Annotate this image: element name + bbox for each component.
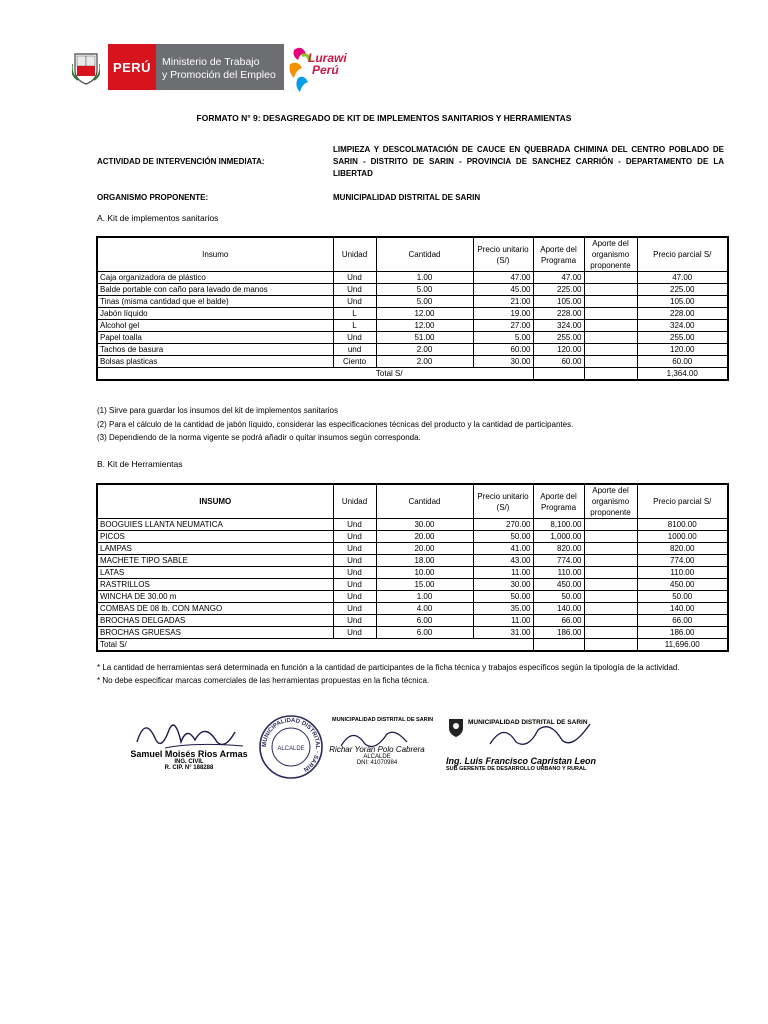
table-cell: Und bbox=[333, 543, 376, 555]
table-cell: 820.00 bbox=[533, 543, 584, 555]
table-cell: 324.00 bbox=[637, 320, 728, 332]
table-cell: 10.00 bbox=[376, 567, 473, 579]
col-unidad: Unidad bbox=[333, 484, 376, 519]
table-cell: 4.00 bbox=[376, 603, 473, 615]
ministry-line-2: y Promoción del Empleo bbox=[162, 69, 276, 81]
table-cell: 186.00 bbox=[533, 627, 584, 639]
table-cell bbox=[584, 368, 637, 381]
ministry-brand-box bbox=[156, 44, 284, 90]
table-cell: 12.00 bbox=[376, 308, 473, 320]
table-cell: RASTRILLOS bbox=[97, 579, 333, 591]
table-cell: 6.00 bbox=[376, 627, 473, 639]
table-cell: 45.00 bbox=[473, 284, 533, 296]
footnote-1: * La cantidad de herramientas será determinada en función a la cantidad de participantes de la ficha técnica y trabajos específicos según la tipología de la actividad. bbox=[97, 663, 680, 672]
signer-2-name: Richar Yoran Polo Cabrera bbox=[329, 745, 425, 754]
col-precio-unitario: Precio unitario (S/) bbox=[473, 237, 533, 272]
table-row bbox=[97, 615, 728, 627]
total-label: Total S/ bbox=[97, 368, 533, 381]
table-cell: 450.00 bbox=[533, 579, 584, 591]
table-cell: 18.00 bbox=[376, 555, 473, 567]
table-cell: Balde portable con caño para lavado de manos bbox=[97, 284, 333, 296]
svg-text:MUNICIPALIDAD DISTRITAL · SARI bbox=[262, 718, 320, 772]
table-cell: Bolsas plasticas bbox=[97, 356, 333, 368]
table-cell: LATAS bbox=[97, 567, 333, 579]
table-cell bbox=[533, 368, 584, 381]
table-row bbox=[97, 555, 728, 567]
table-row bbox=[97, 567, 728, 579]
table-cell bbox=[584, 531, 637, 543]
signer-3-header: MUNICIPALIDAD DISTRITAL DE SARIN bbox=[468, 719, 588, 726]
table-cell: 228.00 bbox=[637, 308, 728, 320]
table-cell: 50.00 bbox=[637, 591, 728, 603]
municipal-emblem-icon bbox=[446, 716, 466, 738]
table-cell: BROCHAS GRUESAS bbox=[97, 627, 333, 639]
table-cell: 30.00 bbox=[376, 519, 473, 531]
table-cell: 140.00 bbox=[637, 603, 728, 615]
table-cell bbox=[584, 567, 637, 579]
table-cell: Und bbox=[333, 272, 376, 284]
col-cantidad: Cantidad bbox=[376, 237, 473, 272]
table-cell bbox=[584, 344, 637, 356]
signer-2-header: MUNICIPALIDAD DISTRITAL DE SARIN bbox=[332, 717, 434, 723]
table-cell bbox=[533, 639, 584, 652]
table-cell: 8100.00 bbox=[637, 519, 728, 531]
table-cell: 8,100.00 bbox=[533, 519, 584, 531]
total-row bbox=[97, 639, 728, 652]
table-cell: 820.00 bbox=[637, 543, 728, 555]
sanitary-kit-table bbox=[96, 236, 729, 381]
table-cell: 228.00 bbox=[533, 308, 584, 320]
table-cell: und bbox=[333, 344, 376, 356]
table-row bbox=[97, 320, 728, 332]
table-cell bbox=[584, 603, 637, 615]
notes-a bbox=[97, 404, 573, 445]
table-cell: 105.00 bbox=[533, 296, 584, 308]
table-cell: 120.00 bbox=[637, 344, 728, 356]
table-cell: 450.00 bbox=[637, 579, 728, 591]
col-precio-parcial: Precio parcial S/ bbox=[637, 484, 728, 519]
seal-ring-text: MUNICIPALIDAD DISTRITAL · SARIN bbox=[261, 717, 321, 773]
signer-3-title: SUB GERENTE DE DESARROLLO URBANO Y RURAL bbox=[446, 766, 587, 772]
organism-label: ORGANISMO PROPONENTE: bbox=[97, 193, 209, 202]
table-cell: 2.00 bbox=[376, 344, 473, 356]
table-cell: 21.00 bbox=[473, 296, 533, 308]
table-cell bbox=[584, 591, 637, 603]
table-cell: Tinas (misma cantidad que el balde) bbox=[97, 296, 333, 308]
table-cell: 1000.00 bbox=[637, 531, 728, 543]
table-cell: 35.00 bbox=[473, 603, 533, 615]
signer-1-cip: R. CIP. N° 188288 bbox=[164, 765, 214, 771]
table-cell: PICOS bbox=[97, 531, 333, 543]
table-cell: Papel toalla bbox=[97, 332, 333, 344]
table-cell: 20.00 bbox=[376, 531, 473, 543]
total-row bbox=[97, 368, 728, 381]
table-cell: Und bbox=[333, 615, 376, 627]
col-unidad: Unidad bbox=[333, 237, 376, 272]
table-cell: BROCHAS DELGADAS bbox=[97, 615, 333, 627]
col-insumo: Insumo bbox=[97, 237, 333, 272]
col-cantidad: Cantidad bbox=[376, 484, 473, 519]
table-cell bbox=[584, 627, 637, 639]
table-cell bbox=[584, 615, 637, 627]
peru-brand-box: PERÚ bbox=[108, 44, 156, 90]
table-cell: 1,000.00 bbox=[533, 531, 584, 543]
table-cell: MACHETE TIPO SABLE bbox=[97, 555, 333, 567]
table-cell bbox=[584, 272, 637, 284]
table-cell: COMBAS DE 08 lb. CON MANGO bbox=[97, 603, 333, 615]
table-row bbox=[97, 531, 728, 543]
table-cell: 324.00 bbox=[533, 320, 584, 332]
table-cell: 19.00 bbox=[473, 308, 533, 320]
note-2: (2) Para el cálculo de la cantidad de jabón líquido, considerar las especificaciones técnicas del producto y la cantidad de participantes. bbox=[97, 419, 574, 429]
table-cell: Alcohol gel bbox=[97, 320, 333, 332]
table-cell: 51.00 bbox=[376, 332, 473, 344]
table-cell: 60.00 bbox=[637, 356, 728, 368]
table-cell: 30.00 bbox=[473, 356, 533, 368]
table-cell: 186.00 bbox=[637, 627, 728, 639]
table-cell: Und bbox=[333, 555, 376, 567]
table-cell: 225.00 bbox=[533, 284, 584, 296]
col-aporte-organismo: Aporte del organismo proponente bbox=[584, 484, 637, 519]
table-row bbox=[97, 356, 728, 368]
table-row bbox=[97, 296, 728, 308]
section-b-title: B. Kit de Herramientas bbox=[97, 459, 183, 469]
table-cell: 30.00 bbox=[473, 579, 533, 591]
table-cell: 11.00 bbox=[473, 567, 533, 579]
table-cell: 41.00 bbox=[473, 543, 533, 555]
table-cell: L bbox=[333, 308, 376, 320]
table-cell: Und bbox=[333, 627, 376, 639]
table-cell: 20.00 bbox=[376, 543, 473, 555]
table-cell: WINCHA DE 30.00 m bbox=[97, 591, 333, 603]
table-row bbox=[97, 272, 728, 284]
table-cell: BOOGUIES LLANTA NEUMATICA bbox=[97, 519, 333, 531]
total-value: 11,696.00 bbox=[637, 639, 728, 652]
table-cell: Ciento bbox=[333, 356, 376, 368]
signer-2-title: ALCALDE bbox=[363, 754, 391, 760]
table-cell: 774.00 bbox=[533, 555, 584, 567]
table-row bbox=[97, 591, 728, 603]
table-cell bbox=[584, 296, 637, 308]
table-cell bbox=[584, 320, 637, 332]
table-cell: Jabón líquido bbox=[97, 308, 333, 320]
col-aporte-programa: Aporte del Programa bbox=[533, 237, 584, 272]
table-row bbox=[97, 579, 728, 591]
table-cell: 110.00 bbox=[637, 567, 728, 579]
table-row bbox=[97, 284, 728, 296]
footnotes bbox=[97, 661, 725, 687]
table-cell bbox=[584, 356, 637, 368]
table-cell: 27.00 bbox=[473, 320, 533, 332]
program-line-2: Perú bbox=[312, 63, 339, 77]
seal-center-text: ALCALDE bbox=[277, 746, 305, 752]
table-cell: 47.00 bbox=[533, 272, 584, 284]
table-cell: 31.00 bbox=[473, 627, 533, 639]
table-cell bbox=[584, 555, 637, 567]
table-cell: Und bbox=[333, 332, 376, 344]
table-cell bbox=[584, 308, 637, 320]
table-cell: 1.00 bbox=[376, 591, 473, 603]
table-cell: Und bbox=[333, 579, 376, 591]
total-value: 1,364.00 bbox=[637, 368, 728, 381]
table-cell: Und bbox=[333, 591, 376, 603]
table-cell: 255.00 bbox=[637, 332, 728, 344]
col-precio-unitario: Precio unitario (S/) bbox=[473, 484, 533, 519]
table-cell: Tachos de basura bbox=[97, 344, 333, 356]
col-insumo: INSUMO bbox=[97, 484, 333, 519]
table-row bbox=[97, 308, 728, 320]
table-cell: 105.00 bbox=[637, 296, 728, 308]
table-cell bbox=[584, 639, 637, 652]
table-cell: 2.00 bbox=[376, 356, 473, 368]
table-cell: Und bbox=[333, 519, 376, 531]
table-cell bbox=[584, 332, 637, 344]
col-precio-parcial: Precio parcial S/ bbox=[637, 237, 728, 272]
table-cell: 6.00 bbox=[376, 615, 473, 627]
table-row bbox=[97, 543, 728, 555]
note-1: (1) Sirve para guardar los insumos del kit de implementos sanitarios bbox=[97, 406, 338, 415]
col-aporte-organismo: Aporte del organismo proponente bbox=[584, 237, 637, 272]
signer-2-dni: DNI: 41070984 bbox=[356, 760, 398, 766]
table-row bbox=[97, 627, 728, 639]
table-cell: 5.00 bbox=[376, 296, 473, 308]
table-cell: Und bbox=[333, 284, 376, 296]
signature-block-3 bbox=[446, 756, 606, 772]
table-cell: 43.00 bbox=[473, 555, 533, 567]
table-cell: L bbox=[333, 320, 376, 332]
organism-value: MUNICIPALIDAD DISTRITAL DE SARIN bbox=[333, 193, 481, 202]
activity-label: ACTIVIDAD DE INTERVENCIÓN INMEDIATA: bbox=[97, 157, 265, 166]
table-row bbox=[97, 332, 728, 344]
table-cell: Und bbox=[333, 296, 376, 308]
tools-kit-table bbox=[96, 483, 729, 652]
table-header-row bbox=[97, 237, 728, 272]
signature-block-2 bbox=[322, 745, 432, 766]
signature-scribble-3 bbox=[480, 716, 600, 756]
table-cell: 47.00 bbox=[473, 272, 533, 284]
table-cell bbox=[584, 579, 637, 591]
signature-block-1 bbox=[124, 749, 254, 771]
program-line-1: Lurawi bbox=[308, 51, 347, 65]
table-row bbox=[97, 519, 728, 531]
table-cell bbox=[584, 284, 637, 296]
total-label: Total S/ bbox=[97, 639, 533, 652]
table-cell: 774.00 bbox=[637, 555, 728, 567]
table-cell: 1.00 bbox=[376, 272, 473, 284]
table-cell: 60.00 bbox=[533, 356, 584, 368]
table-header-row bbox=[97, 484, 728, 519]
table-cell: 60.00 bbox=[473, 344, 533, 356]
table-cell: 255.00 bbox=[533, 332, 584, 344]
table-cell: LAMPAS bbox=[97, 543, 333, 555]
signer-1-title: ING. CIVIL bbox=[174, 759, 204, 765]
col-aporte-programa: Aporte del Programa bbox=[533, 484, 584, 519]
program-logo-text bbox=[308, 52, 347, 76]
table-cell: 50.00 bbox=[473, 591, 533, 603]
table-cell: Und bbox=[333, 603, 376, 615]
table-cell: 110.00 bbox=[533, 567, 584, 579]
table-cell: 66.00 bbox=[637, 615, 728, 627]
signer-1-name: Samuel Moisés Rios Armas bbox=[130, 749, 248, 759]
table-cell: 140.00 bbox=[533, 603, 584, 615]
municipal-seal-icon bbox=[258, 714, 324, 780]
footnote-2: * No debe especificar marcas comerciales de las herramientas propuestas en la ficha técnica. bbox=[97, 676, 430, 685]
section-a-title: A. Kit de implementos sanitarios bbox=[97, 213, 219, 223]
table-cell: 270.00 bbox=[473, 519, 533, 531]
signer-3-name: Ing. Luis Francisco Capristan Leon bbox=[446, 756, 597, 766]
table-cell bbox=[584, 519, 637, 531]
table-cell: 225.00 bbox=[637, 284, 728, 296]
table-cell: 5.00 bbox=[376, 284, 473, 296]
table-cell: 66.00 bbox=[533, 615, 584, 627]
ministry-line-1: Ministerio de Trabajo bbox=[162, 56, 260, 68]
document-title: FORMATO N° 9: DESAGREGADO DE KIT DE IMPLEMENTOS SANITARIOS Y HERRAMIENTAS bbox=[196, 113, 572, 123]
coat-of-arms-icon bbox=[72, 50, 100, 86]
table-cell: 50.00 bbox=[473, 531, 533, 543]
table-cell: 120.00 bbox=[533, 344, 584, 356]
table-cell: 12.00 bbox=[376, 320, 473, 332]
table-cell: 50.00 bbox=[533, 591, 584, 603]
table-cell: Und bbox=[333, 567, 376, 579]
table-cell: 47.00 bbox=[637, 272, 728, 284]
table-row bbox=[97, 344, 728, 356]
table-cell bbox=[584, 543, 637, 555]
table-cell: Caja organizadora de plástico bbox=[97, 272, 333, 284]
note-3: (3) Dependiendo de la norma vigente se podrá añadir o quitar insumos según corresponda. bbox=[97, 433, 421, 442]
table-cell: Und bbox=[333, 531, 376, 543]
table-cell: 11.00 bbox=[473, 615, 533, 627]
table-row bbox=[97, 603, 728, 615]
table-cell: 5.00 bbox=[473, 332, 533, 344]
table-cell: 15.00 bbox=[376, 579, 473, 591]
activity-value: LIMPIEZA Y DESCOLMATACIÓN DE CAUCE EN QUEBRADA CHIMINA DEL CENTRO POBLADO DE SARIN - DISTRITO DE SARIN - PROVINCIA DE SANCHEZ CARRIÓN - DEPARTAMENTO DE LA LIBERTAD bbox=[333, 145, 724, 178]
